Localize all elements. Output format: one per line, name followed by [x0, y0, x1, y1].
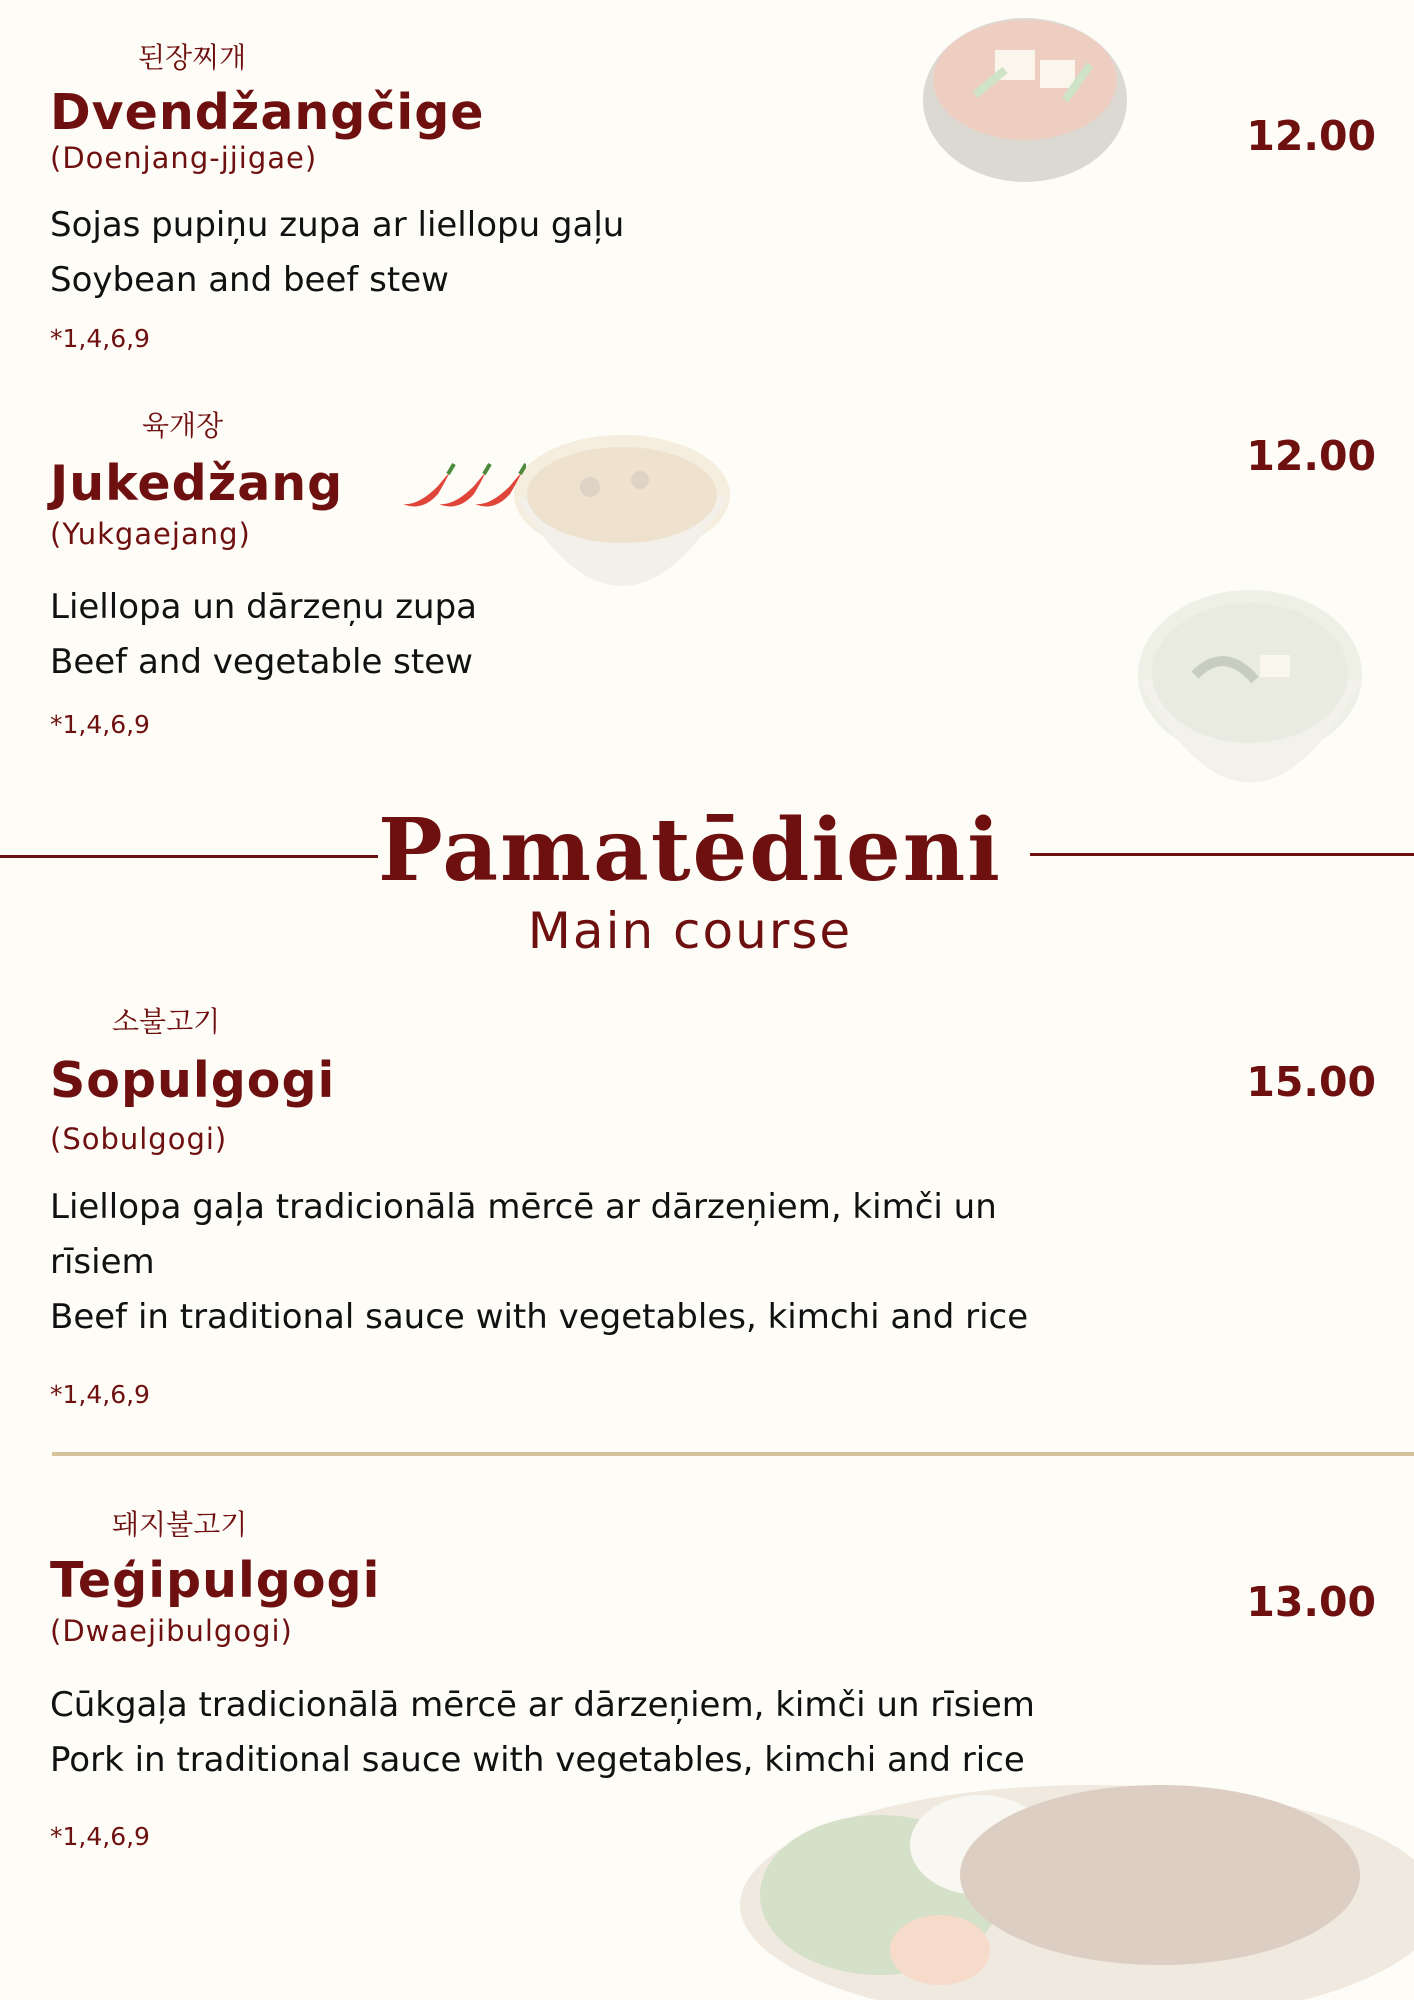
dish-description-en: Soybean and beef stew [50, 260, 449, 300]
dish-allergens: *1,4,6,9 [50, 710, 150, 739]
dish-romanized-name: (Yukgaejang) [50, 517, 251, 551]
item-divider [52, 1452, 1414, 1456]
soup-bowl-illustration [1135, 585, 1365, 810]
dish-korean-name: 돼지불고기 [112, 1508, 248, 1541]
dish-description-lv: Liellopa un dārzeņu zupa [50, 587, 478, 627]
dish-name: Dvendžangčige [50, 84, 485, 141]
stew-pot-illustration [915, 0, 1135, 190]
chili-pepper-icon [403, 464, 454, 506]
dish-romanized-name: (Sobulgogi) [50, 1122, 228, 1156]
section-title: Pamatēdieni [378, 800, 1002, 901]
dish-price: 13.00 [1246, 1578, 1376, 1626]
chili-pepper-icon [475, 464, 526, 506]
dish-description-en: Pork in traditional sauce with vegetables, kimchi and rice [50, 1740, 1025, 1780]
dish-name: Teģipulgogi [50, 1552, 381, 1609]
dish-korean-name: 된장찌개 [138, 41, 247, 74]
dish-allergens: *1,4,6,9 [50, 324, 150, 353]
dish-price: 15.00 [1246, 1058, 1376, 1106]
dish-description-lv: Liellopa gaļa tradicionālā mērcē ar dārzeņiem, kimči un rīsiem [50, 1187, 997, 1282]
dish-description-lv: Cūkgaļa tradicionālā mērcē ar dārzeņiem, kimči un rīsiem [50, 1685, 1035, 1725]
dish-description-en: Beef in traditional sauce with vegetables, kimchi and rice [50, 1297, 1029, 1337]
dish-name: Sopulgogi [50, 1052, 336, 1109]
section-subtitle: Main course [527, 902, 853, 960]
dish-allergens: *1,4,6,9 [50, 1822, 150, 1851]
dish-description-lv: Sojas pupiņu zupa ar liellopu gaļu [50, 205, 625, 245]
yukgaejang-bowl-illustration [510, 425, 735, 615]
dish-price: 12.00 [1246, 112, 1376, 160]
bulgogi-plate-illustration [730, 1755, 1414, 2000]
dish-korean-name: 육개장 [142, 409, 224, 442]
dish-romanized-name: (Dwaejibulgogi) [50, 1614, 293, 1648]
dish-price: 12.00 [1246, 432, 1376, 480]
chili-pepper-icon [439, 464, 490, 506]
dish-name: Jukedžang [50, 455, 344, 512]
dish-romanized-name: (Doenjang-jjigae) [50, 141, 318, 175]
dish-korean-name: 소불고기 [112, 1005, 221, 1038]
dish-allergens: *1,4,6,9 [50, 1380, 150, 1409]
dish-description-en: Beef and vegetable stew [50, 642, 473, 682]
spice-level [398, 456, 526, 521]
